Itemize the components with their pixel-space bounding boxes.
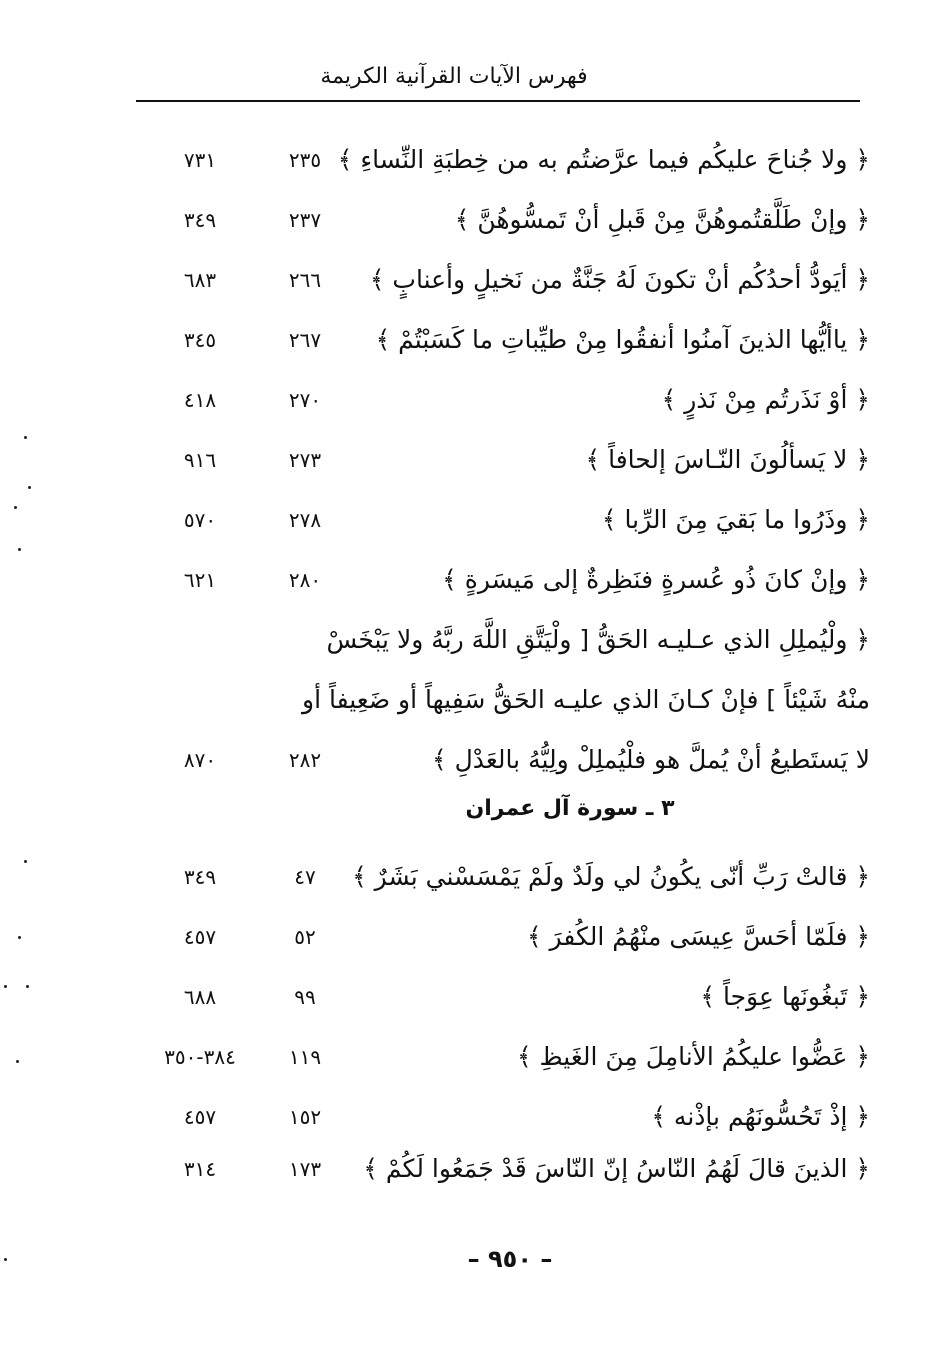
verse-text: ﴿ وإنْ كانَ ذُو عُسرةٍ فنَظِرةٌ إلى مَيسَرةٍ ﴾ [442, 565, 870, 594]
verse-text: ﴿ ولْيُملِلِ الذي عـليـه الحَقُّ [ ولْيَتَّقِ اللَّهَ ربَّهُ ولا يَبْخَسْ [326, 625, 870, 654]
ayah-number: ٢٦٦ [288, 268, 322, 292]
verse-text: ﴿ وإنْ طَلَّقتُموهُنَّ مِنْ قَبلِ أنْ تَمسُّوهُنَّ ﴾ [454, 205, 870, 234]
index-row [130, 915, 870, 959]
page-reference: ٦٢١ [183, 568, 217, 592]
ayah-number: ٢٣٥ [288, 148, 322, 172]
scan-speck [18, 548, 21, 551]
ayah-number: ١٥٢ [288, 1105, 322, 1129]
ayah-number: ٢٧٠ [288, 388, 322, 412]
page-reference: ٨٧٠ [183, 748, 217, 772]
ayah-number: ٩٩ [294, 985, 316, 1009]
index-row [130, 738, 870, 782]
ayah-number: ٢٨٠ [288, 568, 322, 592]
verse-text: ﴿ أيَودُّ أحدُكُم أنْ تكونَ لَهُ جَنَّةٌ من نَخيلٍ وأعنابٍ ﴾ [369, 265, 870, 294]
ayah-number: ٥٢ [294, 925, 316, 949]
verse-text: ﴿ ولا جُناحَ عليكُم فيما عرَّضتُم به من خِطبَةِ النِّساءِ ﴾ [337, 145, 870, 174]
header-rule [136, 100, 860, 102]
index-row [130, 1095, 870, 1139]
surah-heading: ٣ ـ سورة آل عمران [465, 796, 675, 821]
page-reference: ٧٣١ [183, 148, 217, 172]
page-reference: ٣٤٩ [183, 865, 217, 889]
scan-speck [24, 436, 27, 439]
verse-text: ﴿ ياأيُّها الذينَ آمنُوا أنفقُوا مِنْ طيِّباتِ ما كَسَبْتُمْ ﴾ [375, 325, 870, 354]
page-reference: ٩١٦ [183, 448, 217, 472]
scan-speck [28, 486, 31, 489]
index-row [130, 855, 870, 899]
page-reference: ٣٨٤-٣٥٠ [164, 1045, 236, 1069]
page-reference: ٤١٨ [183, 388, 217, 412]
index-row [130, 138, 870, 182]
index-row [130, 1035, 870, 1079]
ayah-number: ٢٣٧ [288, 208, 322, 232]
page-number: – ٩٥٠ – [467, 1245, 553, 1273]
page-reference: ٣٤٩ [183, 208, 217, 232]
verse-text: لا يَستَطيعُ أنْ يُملَّ هو فلْيُملِلْ ولِيُّهُ بالعَدْلِ ﴾ [431, 745, 870, 774]
ayah-number: ٢٨٢ [288, 748, 322, 772]
verse-text: ﴿ عَضُّوا عليكُمُ الأنامِلَ مِنَ الغَيظِ ﴾ [516, 1042, 870, 1071]
long-verse-line-1 [130, 618, 870, 662]
page-reference: ٦٨٣ [183, 268, 217, 292]
ayah-number: ٢٧٨ [288, 508, 322, 532]
scan-speck [14, 506, 17, 509]
scan-speck [24, 860, 27, 863]
index-row [130, 318, 870, 362]
scan-speck [26, 985, 29, 988]
scan-speck [4, 985, 7, 988]
page-reference: ٣١٤ [183, 1157, 217, 1181]
verse-text: ﴿ تَبغُونَها عِوَجاً ﴾ [700, 982, 870, 1011]
index-row [130, 498, 870, 542]
index-row [130, 558, 870, 602]
page-reference: ٤٥٧ [183, 1105, 217, 1129]
index-row [130, 438, 870, 482]
page-header-title: فهرس الآيات القرآنية الكريمة [320, 64, 588, 89]
ayah-number: ٢٦٧ [288, 328, 322, 352]
ayah-number: ١١٩ [288, 1045, 322, 1069]
scan-speck [16, 1060, 19, 1063]
page-reference: ٦٨٨ [183, 985, 217, 1009]
verse-text: منْهُ شَيْئاً ] فإنْ كـانَ الذي عليـه الحَقُّ سَفِيهاً أو ضَعِيفاً أو [302, 685, 870, 714]
index-row [130, 198, 870, 242]
ayah-number: ٢٧٣ [288, 448, 322, 472]
index-row [130, 378, 870, 422]
verse-text: ﴿ إذْ تَحُسُّونَهُم بإذْنه ﴾ [651, 1102, 870, 1131]
ayah-number: ١٧٣ [288, 1157, 322, 1181]
verse-text: ﴿ أوْ نَذَرتُم مِنْ نَذرٍ ﴾ [661, 385, 870, 414]
index-row [130, 258, 870, 302]
verse-text: ﴿ لا يَسألُونَ النّـاسَ إلحافاً ﴾ [585, 445, 870, 474]
long-verse-line-2 [130, 678, 870, 722]
ayah-number: ٤٧ [294, 865, 316, 889]
verse-text: ﴿ قالتْ رَبِّ أنّى يكُونُ لي ولَدٌ ولَمْ يَمْسَسْني بَشَرٌ ﴾ [352, 862, 870, 891]
verse-text: ﴿ الذينَ قالَ لَهُمُ النّاسُ إنّ النّاسَ قَدْ جَمَعُوا لَكُمْ ﴾ [363, 1154, 870, 1183]
page-reference: ٥٧٠ [183, 508, 217, 532]
index-row [130, 1147, 870, 1191]
index-row [130, 975, 870, 1019]
page-reference: ٣٤٥ [183, 328, 217, 352]
page-reference: ٤٥٧ [183, 925, 217, 949]
scan-speck [18, 936, 21, 939]
scan-speck [4, 1258, 7, 1261]
verse-text: ﴿ فلَمّا أحَسَّ عِيسَى منْهُمُ الكُفرَ ﴾ [526, 922, 870, 951]
verse-text: ﴿ وذَرُوا ما بَقيَ مِنَ الرِّبا ﴾ [601, 505, 870, 534]
